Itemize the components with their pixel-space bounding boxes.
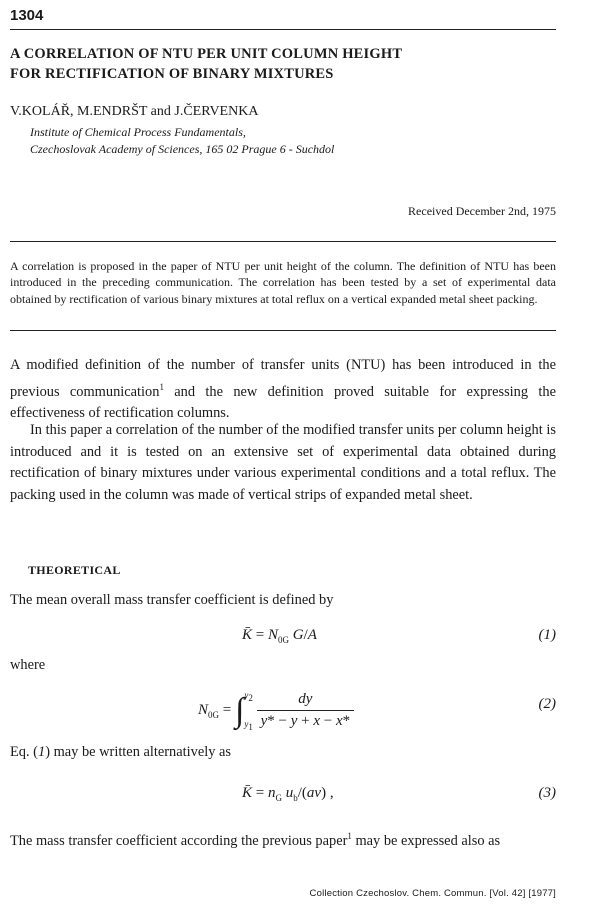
equation-3-number: (3) [538,785,556,801]
intro-paragraph-1: A modified definition of the number of transfer units (NTU) has been introduced in the previous communication$^1$ and the new definition proved suitable for expressing the effectiveness of rectification columns. [10,357,556,421]
reference-marker: 1 [159,381,164,392]
intro-paragraph-2: In this paper a correlation of the number of the modified transfer units per column height is introduced and it is tested on an extensive set of experimental data obtained during rectification of binary mixtures under various experimental conditions and a total reflux. The packing used in the column was made of vertical strips of expanded metal sheet. [10,422,556,503]
title-line-1: A CORRELATION OF NTU PER UNIT COLUMN HEIGHT [10,46,403,62]
integral-icon: ∫ [234,691,245,729]
equation-2-body: $N_{0G} = \int y_2$ $y_1$ $\frac{dy}{y* - y + x - x*}$ [198,682,354,740]
equation-1-number: (1) [538,627,556,643]
abstract: A correlation is proposed in the paper of NTU per unit height of the column. The definition of NTU has been introduced in the preceding communication. The correlation has been tested by a set of experimental data obtained by rectification of various binary mixtures at total reflux on a vertical expanded metal sheet packing. [10,259,556,306]
received-date: Received December 2nd, 1975 [408,204,556,218]
equation-2-number: (2) [538,696,556,712]
page-number: 1304 [10,7,44,24]
eq-alt-text: Eq. (1) may be written alternatively as [10,744,231,760]
abstract-top-rule [10,241,556,242]
header-rule [10,29,556,30]
abstract-bottom-rule [10,330,556,331]
equation-2 [10,682,556,732]
section-heading: THEORETICAL [28,563,121,577]
article-title [10,44,570,84]
title-line-2: FOR RECTIFICATION OF BINARY MIXTURES [10,66,334,82]
authors: V.KOLÁŘ, M.ENDRŠT and J.ČERVENKA [10,104,259,119]
affiliation-line-2: Czechoslovak Academy of Sciences, 165 02 Prague 6 - Suchdol [30,142,335,156]
affiliation [30,124,334,158]
equation-3-body: K̄ = $n_G$ $u_b/(av)$ , [242,785,334,803]
equation-1-body: K̄ = $N_{0G}$ G/A [242,627,317,645]
affiliation-line-1: Institute of Chemical Process Fundamentals, [30,125,246,139]
equation-2-fraction: $\frac{dy}{y* - y + x - x*}$ [257,691,355,730]
theory-text: The mean overall mass transfer coefficient is defined by [10,592,334,608]
journal-footer: Collection Czechoslov. Chem. Commun. [Vol. 42] [1977] [309,888,556,899]
reference-marker: 1 [347,831,352,841]
where-text: where [10,657,46,673]
last-line: The mass transfer coefficient according the previous paper$^1$ may be expressed also as [10,831,501,849]
